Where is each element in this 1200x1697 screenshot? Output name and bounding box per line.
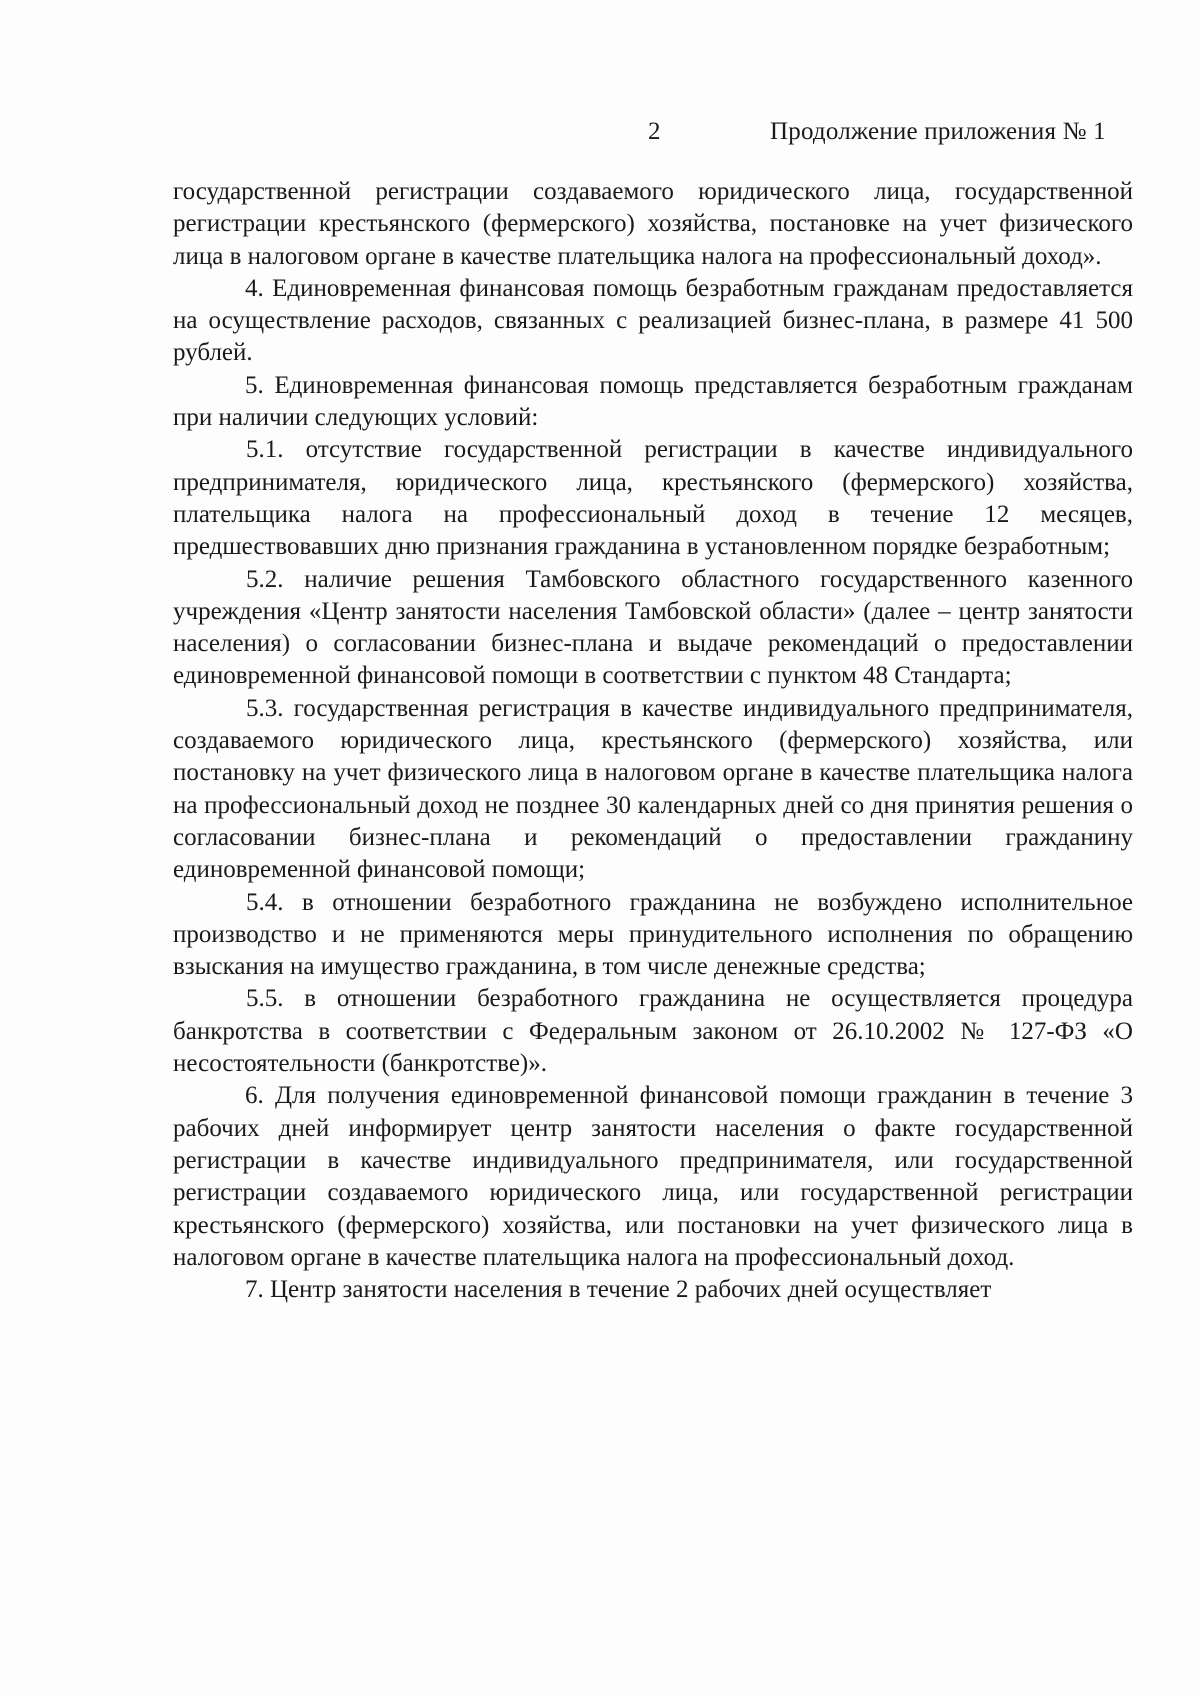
paragraph-item-5-3: 5.3. государственная регистрация в качестве индивидуального предпринимателя, создаваемого юридического лица, крестьянского (фермерского) хозяйства, или постановку на учет физического лица в налоговом органе в качестве плательщика налога на профессиональный доход не позднее 30 календарных дней со дня принятия решения о согласовании бизнес-плана и рекомендаций о предоставлении гражданину единовременной финансовой помощи; — [173, 694, 1133, 884]
paragraph-item-6: 6. Для получения единовременной финансовой помощи гражданин в течение 3 рабочих дней информирует центр занятости населения о факте государственной регистрации в качестве индивидуального предпринимателя, или государственной регистрации создаваемого юридического лица, или государственной регистрации крестьянского (фермерского) хозяйства, или постановки на учет физического лица в налоговом органе в качестве плательщика налога на профессиональный доход. — [173, 1082, 1133, 1271]
page-number: 2 — [648, 118, 661, 145]
page-header — [0, 110, 1200, 150]
paragraph-item-5-2: 5.2. наличие решения Тамбовского областного государственного казенного учреждения «Центр занятости населения Тамбовской области» (далее – центр занятости населения) о согласовании бизнес-плана и выдаче рекомендаций о предоставлении единовременной финансовой помощи в соответствии с пунктом 48 Стандарта; — [173, 565, 1133, 690]
paragraph-item-5-5: 5.5. в отношении безработного гражданина не осуществляется процедура банкротства в соответствии с Федеральным законом от 26.10.2002 № 127-ФЗ «О несостоятельности (банкротстве)». — [173, 985, 1133, 1078]
paragraph-item-5-4: 5.4. в отношении безработного гражданина не возбуждено исполнительное производство и не применяются меры принудительного исполнения по обращению взыскания на имущество гражданина, в том числе денежные средства; — [173, 888, 1133, 981]
document-body — [173, 176, 1133, 1306]
paragraph-item-5-1: 5.1. отсутствие государственной регистрации в качестве индивидуального предпринимателя, юридического лица, крестьянского (фермерского) хозяйства, плательщика налога на профессиональный доход в течение 12 месяцев, предшествовавших дню признания гражданина в установленном порядке безработным; — [173, 436, 1133, 561]
paragraph-item-4: 4. Единовременная финансовая помощь безработным гражданам предоставляется на осуществление расходов, связанных с реализацией бизнес-плана, в размере 41 500 рублей. — [173, 274, 1133, 367]
appendix-continuation-label: Продолжение приложения № 1 — [770, 118, 1106, 145]
paragraph-item-7: 7. Центр занятости населения в течение 2 рабочих дней осуществляет — [245, 1276, 992, 1304]
paragraph-item-5: 5. Единовременная финансовая помощь представляется безработным гражданам при наличии следующих условий: — [173, 371, 1133, 432]
paragraph-continued: государственной регистрации создаваемого юридического лица, государственной регистрации крестьянского (фермерского) хозяйства, постановке на учет физического лица в налоговом органе в качестве плательщика налога на профессиональный доход». — [173, 178, 1133, 270]
